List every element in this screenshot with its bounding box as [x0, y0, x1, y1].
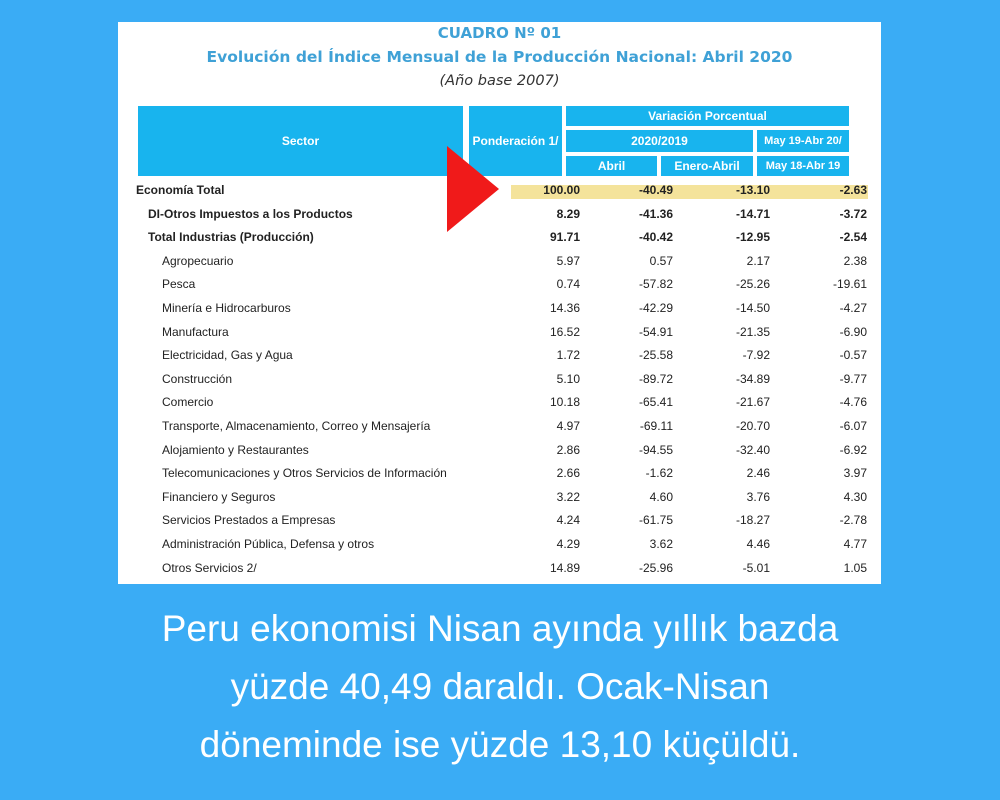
row-jan-apr: 4.46 [746, 537, 770, 551]
table-row [136, 297, 867, 320]
row-jan-apr: -13.10 [735, 183, 770, 197]
table-row [136, 462, 867, 485]
row-april: -40.42 [638, 230, 673, 245]
row-may-apr: -19.61 [832, 277, 867, 292]
row-label: Agropecuario [162, 253, 234, 268]
row-april: -54.91 [638, 324, 673, 339]
row-weight: 4.29 [556, 537, 580, 551]
row-may-apr: 1.05 [843, 560, 867, 575]
row-weight: 14.36 [549, 301, 580, 315]
row-jan-apr: -32.40 [735, 442, 770, 457]
row-may-apr: -2.63 [839, 183, 867, 197]
row-april: -40.49 [638, 183, 673, 197]
table-row [136, 344, 867, 367]
row-weight: 5.97 [556, 253, 580, 268]
row-jan-apr: 2.46 [746, 466, 770, 481]
row-april: -25.96 [638, 560, 673, 575]
row-weight: 0.74 [556, 277, 580, 292]
row-label: Economía Total [136, 183, 225, 197]
row-may-apr: -4.27 [839, 301, 867, 315]
row-jan-apr: 2.17 [746, 253, 770, 268]
caption-line-3: döneminde ise yüzde 13,10 küçüldü. [199, 724, 801, 765]
row-may-apr: 4.77 [843, 537, 867, 551]
row-april: -41.36 [638, 206, 673, 221]
row-april: -25.58 [638, 348, 673, 363]
row-jan-apr: -21.35 [735, 324, 770, 339]
header-period: 2020/2019 [566, 130, 753, 152]
table-row [136, 273, 867, 296]
row-may-apr: -6.07 [839, 419, 867, 433]
table-row [136, 533, 867, 556]
row-weight: 4.97 [556, 419, 580, 433]
row-jan-apr: -7.92 [742, 348, 770, 363]
row-april: -69.11 [639, 419, 673, 433]
row-weight: 3.22 [556, 489, 580, 504]
row-weight: 2.86 [556, 442, 580, 457]
row-may-apr: -6.90 [839, 324, 867, 339]
row-label: Minería e Hidrocarburos [162, 301, 291, 315]
row-weight: 4.24 [556, 513, 580, 528]
row-label: Telecomunicaciones y Otros Servicios de Información [162, 466, 447, 481]
header-variation: Variación Porcentual [566, 106, 849, 126]
row-label: Pesca [162, 277, 196, 292]
header-sector: Sector [138, 106, 463, 176]
row-jan-apr: -14.50 [735, 301, 770, 315]
row-label: Servicios Prestados a Empresas [162, 513, 336, 528]
row-jan-apr: -12.95 [735, 230, 770, 245]
table-row [136, 439, 867, 462]
row-weight: 8.29 [556, 206, 580, 221]
row-may-apr: -0.57 [839, 348, 867, 363]
row-label: Manufactura [162, 324, 229, 339]
table-row [136, 509, 867, 532]
table-row [136, 486, 867, 509]
row-may-apr: -4.76 [839, 395, 867, 410]
row-weight: 1.72 [556, 348, 580, 363]
row-weight: 100.00 [543, 183, 580, 197]
red-triangle-arrow-icon [447, 146, 499, 232]
row-may-apr: 4.30 [843, 489, 867, 504]
row-april: 0.57 [649, 253, 673, 268]
row-may-apr: -3.72 [839, 206, 867, 221]
caption-line-2: yüzde 40,49 daraldı. Ocak-Nisan [230, 666, 770, 707]
row-jan-apr: -25.26 [735, 277, 770, 292]
row-april: -89.72 [638, 371, 673, 386]
row-weight: 16.52 [549, 324, 580, 339]
row-label: Administración Pública, Defensa y otros [162, 537, 375, 551]
table-panel [118, 22, 881, 584]
row-jan-apr: -5.01 [742, 560, 770, 575]
row-april: -42.29 [638, 301, 673, 315]
row-april: -61.75 [638, 513, 673, 528]
table-title: CUADRO Nº 01 [437, 24, 562, 42]
row-may-apr: -6.92 [839, 442, 867, 457]
row-jan-apr: -14.71 [735, 206, 770, 221]
table-subtitle: Evolución del Índice Mensual de la Producción Nacional: Abril 2020 [206, 48, 793, 66]
row-weight: 14.89 [549, 560, 580, 575]
row-april: -1.62 [645, 466, 673, 481]
row-weight: 91.71 [549, 230, 580, 245]
row-jan-apr: -20.70 [735, 419, 770, 433]
table-row [136, 391, 867, 414]
row-jan-apr: -34.89 [735, 371, 770, 386]
row-may-apr: 3.97 [843, 466, 867, 481]
row-weight: 2.66 [556, 466, 580, 481]
table-note: (Año base 2007) [439, 73, 560, 89]
row-april: -57.82 [638, 277, 673, 292]
row-may-apr: -2.78 [839, 513, 867, 528]
row-label: Comercio [162, 395, 214, 410]
row-weight: 5.10 [556, 371, 580, 386]
row-may-apr: -9.77 [839, 371, 867, 386]
row-label: Total Industrias (Producción) [148, 230, 314, 245]
row-label: Financiero y Seguros [162, 489, 276, 504]
table-row [136, 250, 867, 273]
row-jan-apr: -18.27 [735, 513, 770, 528]
row-label: DI-Otros Impuestos a los Productos [148, 206, 353, 221]
row-jan-apr: 3.76 [746, 489, 770, 504]
table-row [136, 321, 867, 344]
row-april: -65.41 [638, 395, 673, 410]
table-row [136, 415, 867, 438]
row-weight: 10.18 [549, 395, 580, 410]
row-april: 4.60 [649, 489, 673, 504]
header-12m-b: May 18-Abr 19 [757, 156, 849, 176]
table-row [136, 368, 867, 391]
row-label: Otros Servicios 2/ [162, 560, 257, 575]
row-may-apr: 2.38 [843, 253, 867, 268]
header-jan-apr: Enero-Abril [661, 156, 753, 176]
row-label: Alojamiento y Restaurantes [162, 442, 309, 457]
row-april: 3.62 [649, 537, 673, 551]
row-may-apr: -2.54 [839, 230, 867, 245]
row-jan-apr: -21.67 [735, 395, 770, 410]
header-12m-a: May 19-Abr 20/ [757, 130, 849, 152]
row-label: Construcción [162, 371, 233, 386]
row-label: Transporte, Almacenamiento, Correo y Mensajería [162, 419, 431, 433]
table-row [136, 557, 867, 580]
row-april: -94.55 [638, 442, 673, 457]
header-weight: Ponderación 1/ [469, 106, 562, 176]
header-april: Abril [566, 156, 657, 176]
row-label: Electricidad, Gas y Agua [162, 348, 293, 363]
caption-line-1: Peru ekonomisi Nisan ayında yıllık bazda [161, 608, 839, 649]
